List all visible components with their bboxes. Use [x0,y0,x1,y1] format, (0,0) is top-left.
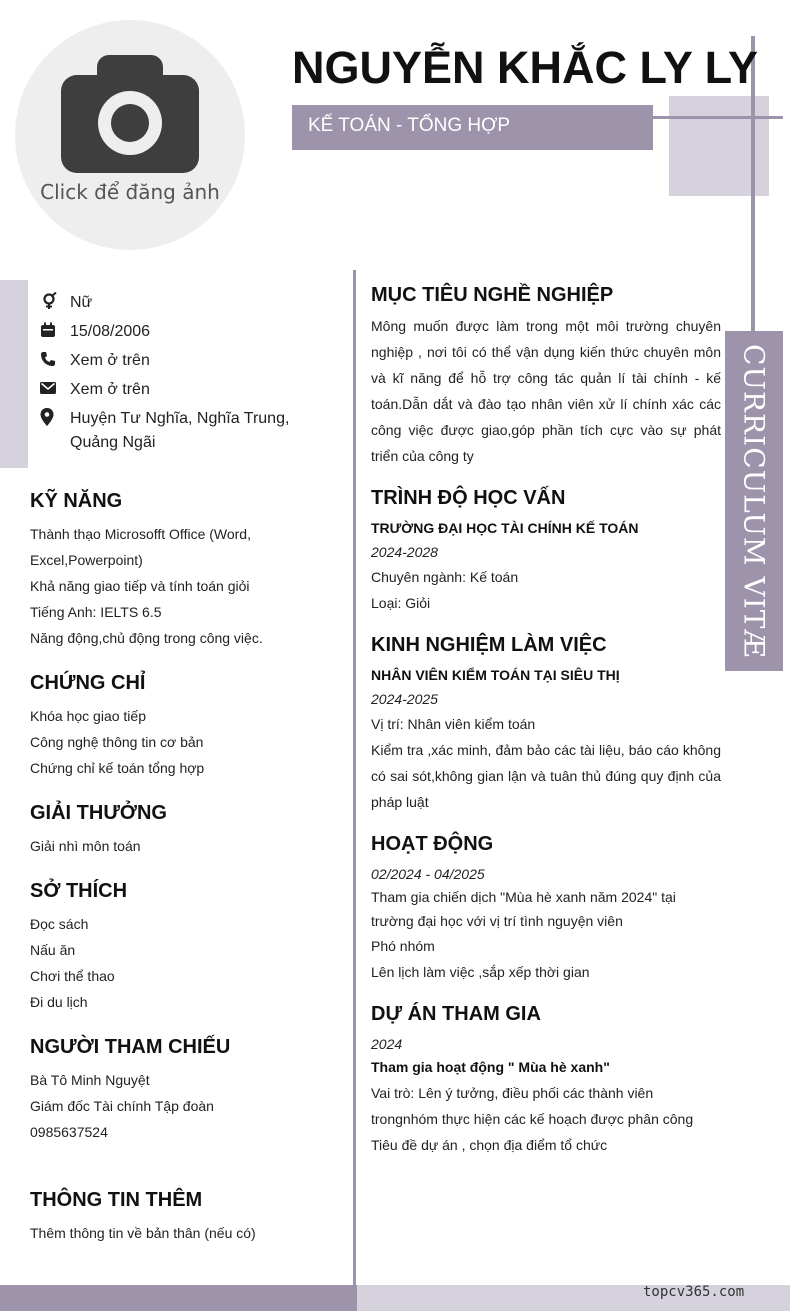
footer-bar-left [0,1285,357,1311]
experience-position: NHÂN VIÊN KIỂM TOÁN TẠI SIÊU THỊ [371,667,620,683]
list-item: Lên lịch làm việc ,sắp xếp thời gian [371,964,590,980]
certificates-title: CHỨNG CHỈ [30,672,146,694]
list-item: Tham gia chiến dịch "Mùa hè xanh năm 2024" tại trường đại học với vị trí tình nguyện viên [371,889,676,929]
footer-watermark: topcv365.com [643,1284,745,1300]
list-item: Đi du lịch [30,994,88,1010]
column-divider [353,270,356,1311]
hobbies-title: SỞ THÍCH [30,880,128,902]
list-item: Giám đốc Tài chính Tập đoàn [30,1098,214,1114]
list-item: Vị trí: Nhân viên kiểm toán [371,716,536,732]
email-icon [40,378,70,398]
upload-photo-label[interactable]: Click để đăng ảnh [40,180,220,204]
activities-period: 02/2024 - 04/2025 [371,866,485,882]
camera-lens-inner [111,104,149,142]
school-name: TRƯỜNG ĐẠI HỌC TÀI CHÍNH KẾ TOÁN [371,520,639,536]
list-item: Kiểm tra ,xác minh, đảm bảo các tài liệu, báo cáo không có sai sót,không gian lận và tuân thủ đúng quy định của pháp luật [371,742,721,810]
contact-email [40,378,340,402]
list-item: Loại: Giỏi [371,595,431,611]
candidate-name: NGUYỄN KHẮC LY LY [292,42,758,93]
contact-value: Nữ [70,294,93,311]
list-item: Khả năng giao tiếp và tính toán giỏi [30,578,250,594]
contact-value: Xem ở trên [70,352,150,369]
location-icon [40,407,70,427]
awards-title: GIẢI THƯỞNG [30,802,167,824]
list-item: Giải nhì môn toán [30,838,141,854]
cv-side-label: CURRICULUM VITÆ [737,343,771,659]
contact-birthday [40,320,340,344]
list-item: Năng động,chủ động trong công việc. [30,630,263,646]
contact-value: 15/08/2006 [70,323,151,340]
contact-value: Huyện Tư Nghĩa, Nghĩa Trung, Quảng Ngãi [70,410,290,451]
list-item: Bà Tô Minh Nguyệt [30,1072,150,1088]
list-item: Tiêu đề dự án , chọn địa điểm tổ chức [371,1137,608,1153]
list-item: Thêm thông tin về bản thân (nếu có) [30,1225,256,1241]
phone-icon [40,349,70,369]
education-period: 2024-2028 [371,544,438,560]
experience-title: KINH NGHIỆM LÀM VIỆC [371,634,607,656]
skills-title: KỸ NĂNG [30,490,123,512]
list-item: Chơi thể thao [30,968,115,984]
experience-period: 2024-2025 [371,691,438,707]
list-item: Công nghệ thông tin cơ bản [30,734,204,750]
list-item: Thành thạo Microsofft Office (Word, Excel,Powerpoint) [30,526,251,568]
list-item: Khóa học giao tiếp [30,708,146,724]
project-name: Tham gia hoạt động " Mùa hè xanh" [371,1059,610,1075]
list-item: Chứng chỉ kế toán tổng hợp [30,760,205,776]
list-item: Tiếng Anh: IELTS 6.5 [30,604,162,620]
list-item: Phó nhóm [371,938,435,954]
gender-icon [40,291,70,311]
objective-title: MỤC TIÊU NGHỀ NGHIỆP [371,284,614,306]
list-item: 0985637524 [30,1124,108,1140]
contact-value: Xem ở trên [70,381,150,398]
calendar-icon [40,320,70,340]
contact-phone [40,349,340,373]
list-item: Đọc sách [30,916,89,932]
contact-gender [40,291,340,315]
project-period: 2024 [371,1036,403,1052]
decorative-left-strip [0,280,28,468]
projects-title: DỰ ÁN THAM GIA [371,1003,541,1025]
activities-title: HOẠT ĐỘNG [371,833,494,855]
decorative-line [653,116,783,119]
references-title: NGƯỜI THAM CHIẾU [30,1036,231,1058]
contact-address [40,407,340,455]
education-title: TRÌNH ĐỘ HỌC VẤN [371,487,566,509]
more-info-title: THÔNG TIN THÊM [30,1189,203,1211]
list-item: Vai trò: Lên ý tưởng, điều phối các thành viên trongnhóm thực hiện các kế hoạch được phân công [371,1085,694,1127]
job-title: KẾ TOÁN - TỔNG HỢP [308,115,511,136]
list-item: Nấu ăn [30,942,76,958]
list-item: Chuyên ngành: Kế toán [371,569,519,585]
objective-text: Mông muốn được làm trong một môi trường chuyên nghiệp , nơi tôi có thể vận dụng kiến thức chuyên môn và kĩ năng để hỗ trợ công tác quản lí tài chính - kế toán.Dẫn dắt và đào tạo nhân viên xử lí chính xác các công việc được giao,góp phần tích cực vào sự phát triển của công ty [371,318,721,464]
